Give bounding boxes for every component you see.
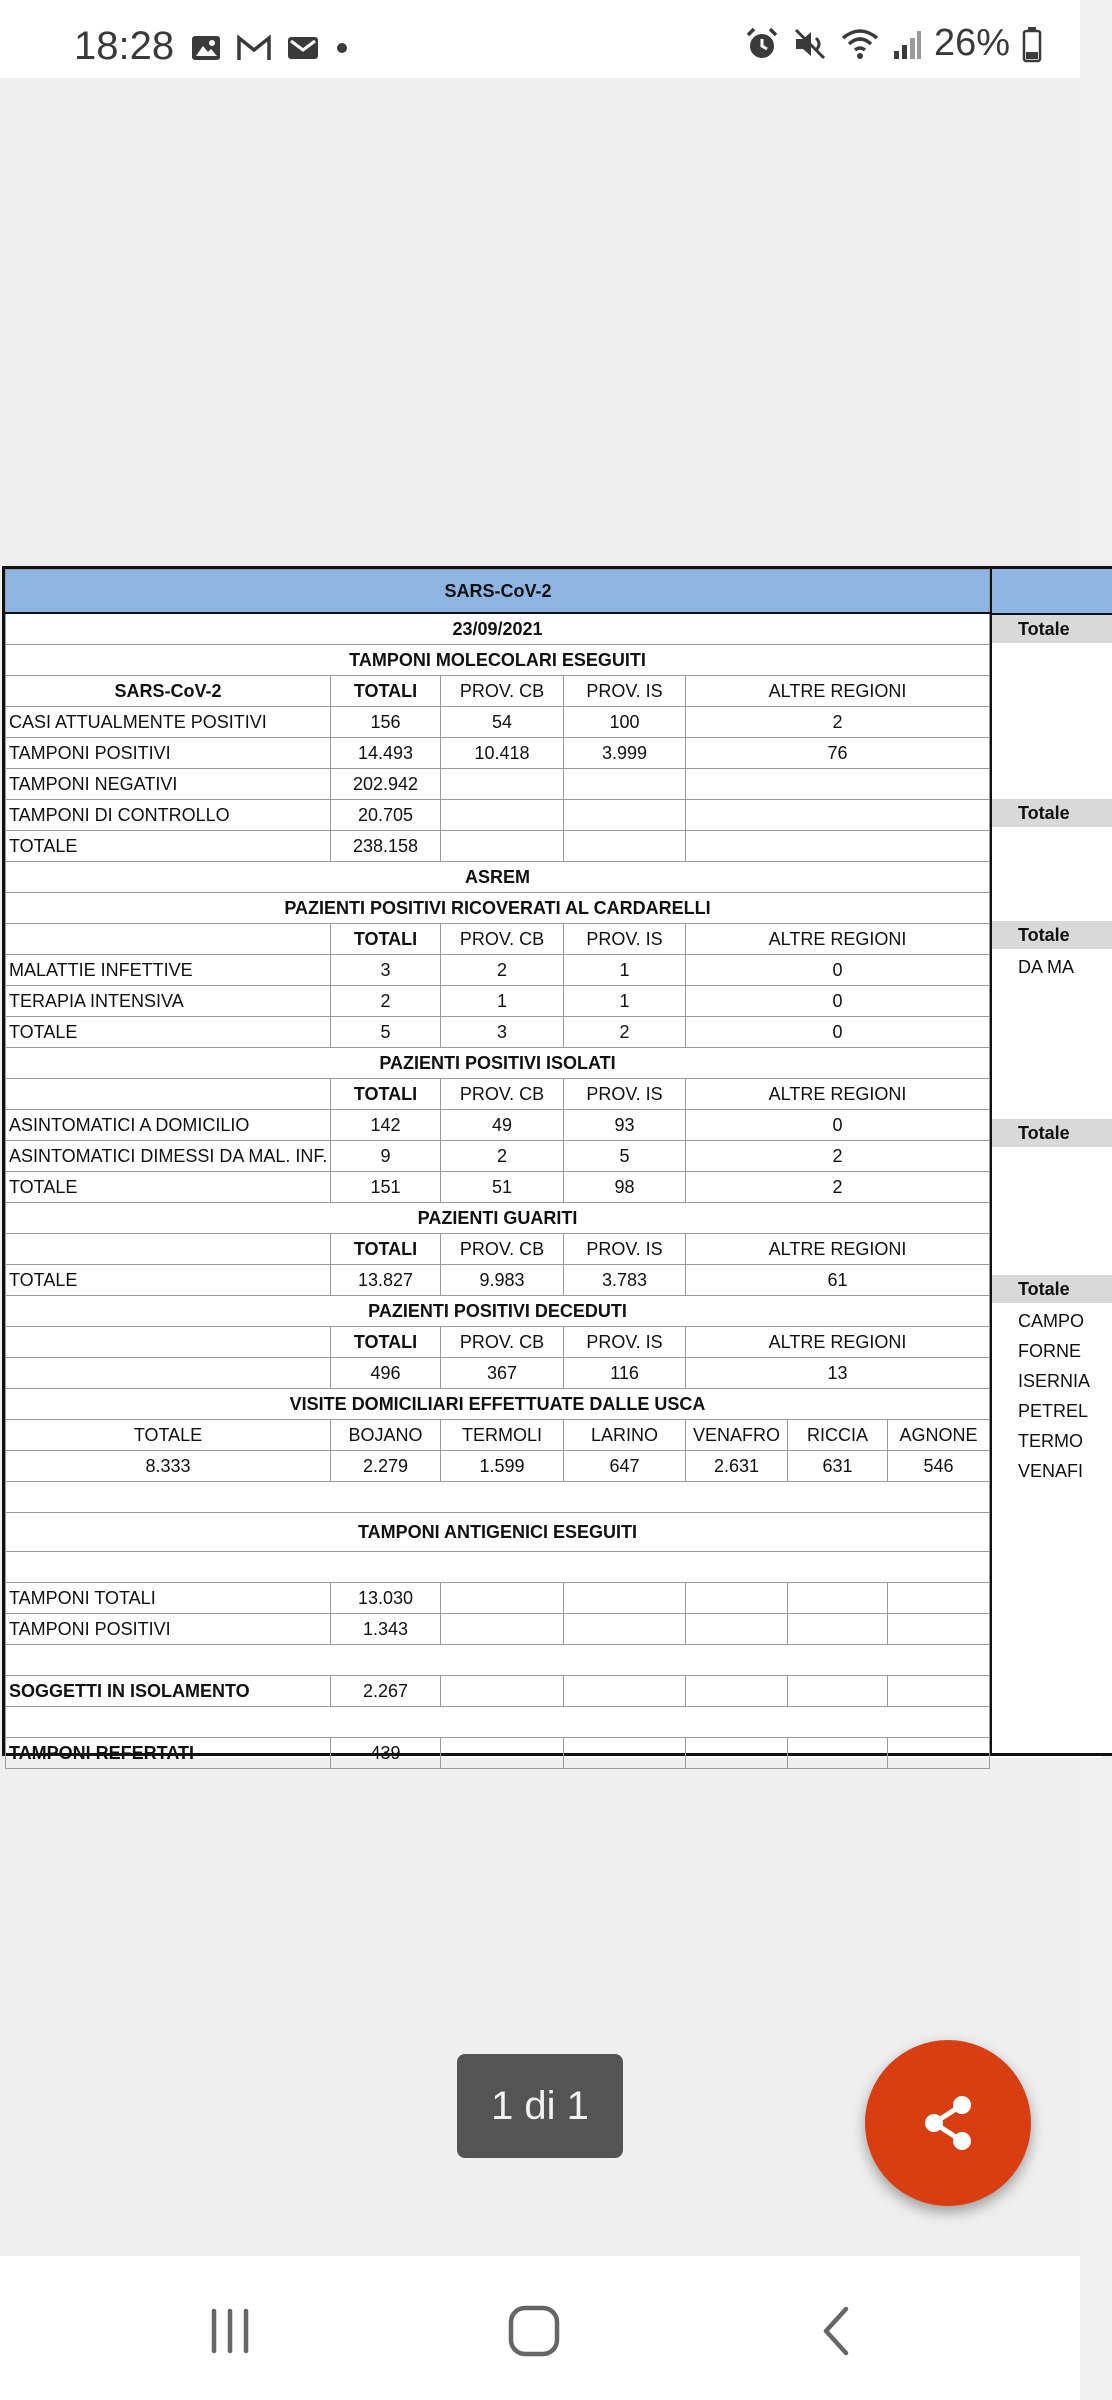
table-row <box>6 1614 990 1645</box>
table-row <box>6 800 990 831</box>
table-row <box>6 924 990 955</box>
cell-value: 13.827 <box>331 1265 441 1296</box>
column-header: AGNONE <box>888 1420 990 1451</box>
cell-value <box>686 800 990 831</box>
cell-value: 76 <box>686 738 990 769</box>
cell-value: 1 <box>564 955 686 986</box>
column-header: PROV. IS <box>564 676 686 707</box>
row-label: CASI ATTUALMENTE POSITIVI <box>6 707 331 738</box>
right-column-item: Totale <box>992 1275 1112 1303</box>
cell-value: 2 <box>441 955 564 986</box>
row-label: TAMPONI TOTALI <box>6 1583 331 1614</box>
table-row <box>6 613 990 645</box>
right-column-item: ISERNIA <box>1018 1371 1091 1391</box>
cell-value: 631 <box>788 1451 888 1482</box>
right-column-item: Totale <box>992 615 1112 643</box>
cell-value: 1.599 <box>441 1451 564 1482</box>
cell-value: 9 <box>331 1141 441 1172</box>
table-row <box>6 1141 990 1172</box>
notification-icons <box>190 34 350 62</box>
column-header: ALTRE REGIONI <box>686 1327 990 1358</box>
column-header: PROV. IS <box>564 924 686 955</box>
alarm-icon <box>744 26 780 62</box>
cell-value: 0 <box>686 955 990 986</box>
cell-value: 1 <box>441 986 564 1017</box>
cell-value: 49 <box>441 1110 564 1141</box>
battery-icon <box>1022 26 1042 62</box>
column-header: PROV. IS <box>564 1079 686 1110</box>
column-header: PROV. CB <box>441 676 564 707</box>
row-label: ASINTOMATICI DIMESSI DA MAL. INF. <box>6 1141 331 1172</box>
row-label: TAMPONI POSITIVI <box>6 1614 331 1645</box>
cell-value: 0 <box>686 1110 990 1141</box>
table-row <box>6 1513 990 1552</box>
column-header: ALTRE REGIONI <box>686 676 990 707</box>
document-page[interactable] <box>2 566 1102 1763</box>
table-row <box>6 1482 990 1513</box>
signal-icon <box>892 27 922 61</box>
column-header: PROV. CB <box>441 1234 564 1265</box>
column-header: SARS-CoV-2 <box>6 676 331 707</box>
cell-value: 5 <box>564 1141 686 1172</box>
column-header: RICCIA <box>788 1420 888 1451</box>
table-row <box>6 645 990 676</box>
cell-value: 2 <box>441 1141 564 1172</box>
cell-value <box>564 769 686 800</box>
home-button[interactable] <box>494 2296 574 2366</box>
cell-value: 1.343 <box>331 1614 441 1645</box>
column-header: TOTALI <box>331 1234 441 1265</box>
table-header-row <box>6 570 990 614</box>
table-row <box>6 1389 990 1420</box>
cell-value: 1 <box>564 986 686 1017</box>
cell-value <box>564 800 686 831</box>
column-header: BOJANO <box>331 1420 441 1451</box>
cell-value <box>564 831 686 862</box>
table-row <box>6 862 990 893</box>
row-label: TAMPONI NEGATIVI <box>6 769 331 800</box>
section-title: VISITE DOMICILIARI EFFETTUATE DALLE USCA <box>6 1389 990 1420</box>
column-header: TERMOLI <box>441 1420 564 1451</box>
table-row <box>6 1451 990 1482</box>
cut-off-right-column <box>992 566 1112 1756</box>
mail-icon <box>286 34 320 62</box>
row-label: TOTALE <box>6 1265 331 1296</box>
row-label: TAMPONI POSITIVI <box>6 738 331 769</box>
row-label: TERAPIA INTENSIVA <box>6 986 331 1017</box>
cell-value <box>441 831 564 862</box>
cell-value: 2 <box>686 707 990 738</box>
recent-apps-button[interactable] <box>190 2296 270 2366</box>
system-status-icons <box>744 22 1042 65</box>
cell-value: 202.942 <box>331 769 441 800</box>
cell-value: 2.279 <box>331 1451 441 1482</box>
cell-value: 496 <box>331 1358 441 1389</box>
column-header: TOTALI <box>331 1079 441 1110</box>
row-label: SOGGETTI IN ISOLAMENTO <box>6 1676 331 1707</box>
cell-value: 98 <box>564 1172 686 1203</box>
page-indicator: 1 di 1 <box>457 2054 623 2158</box>
table-row <box>6 1048 990 1079</box>
table-row <box>6 1676 990 1707</box>
right-column-item: PETREL <box>1018 1401 1089 1421</box>
column-header: PROV. CB <box>441 1327 564 1358</box>
navigation-bar <box>0 2256 1080 2400</box>
right-column-item: CAMPO <box>1018 1311 1085 1331</box>
column-header: LARINO <box>564 1420 686 1451</box>
cell-value: 2 <box>686 1172 990 1203</box>
cell-value: 93 <box>564 1110 686 1141</box>
table-row <box>6 1265 990 1296</box>
status-time: 18:28 <box>74 24 175 68</box>
right-column-item: Totale <box>992 921 1112 949</box>
document-table-frame <box>2 566 992 1763</box>
section-title: PAZIENTI POSITIVI ISOLATI <box>6 1048 990 1079</box>
table-row <box>6 1327 990 1358</box>
cell-value: 647 <box>564 1451 686 1482</box>
cell-value: 14.493 <box>331 738 441 769</box>
cell-value: 3.783 <box>564 1265 686 1296</box>
cell-value: 0 <box>686 1017 990 1048</box>
section-title: PAZIENTI POSITIVI DECEDUTI <box>6 1296 990 1327</box>
dot-icon <box>334 34 350 62</box>
row-label: MALATTIE INFETTIVE <box>6 955 331 986</box>
share-icon <box>916 2091 980 2155</box>
table-row <box>6 1707 990 1738</box>
cell-value: 2.267 <box>331 1676 441 1707</box>
section-title: ASREM <box>6 862 990 893</box>
column-header: TOTALI <box>331 676 441 707</box>
cell-value: 116 <box>564 1358 686 1389</box>
cell-value: 3.999 <box>564 738 686 769</box>
cell-value: 5 <box>331 1017 441 1048</box>
cell-value: 238.158 <box>331 831 441 862</box>
cell-value: 100 <box>564 707 686 738</box>
column-header: ALTRE REGIONI <box>686 1234 990 1265</box>
table-row <box>6 955 990 986</box>
section-title: PAZIENTI GUARITI <box>6 1203 990 1234</box>
right-column-header <box>992 569 1112 615</box>
cell-value: 20.705 <box>331 800 441 831</box>
cell-value: 51 <box>441 1172 564 1203</box>
column-header: PROV. IS <box>564 1327 686 1358</box>
report-title: SARS-CoV-2 <box>444 580 552 601</box>
mute-icon <box>792 26 828 62</box>
back-icon <box>814 2303 858 2359</box>
cell-value <box>441 769 564 800</box>
row-label: ASINTOMATICI A DOMICILIO <box>6 1110 331 1141</box>
section-title: TAMPONI MOLECOLARI ESEGUITI <box>6 645 990 676</box>
right-column-item: TERMO <box>1018 1431 1083 1451</box>
cell-value: 3 <box>331 955 441 986</box>
table-row <box>6 1234 990 1265</box>
cell-value: 9.983 <box>441 1265 564 1296</box>
status-bar <box>0 0 1080 78</box>
table-row <box>6 1172 990 1203</box>
right-column-item: VENAFI <box>1018 1461 1084 1481</box>
table-row <box>6 707 990 738</box>
cell-value: 2.631 <box>686 1451 788 1482</box>
cell-value: 151 <box>331 1172 441 1203</box>
row-label: TAMPONI REFERTATI <box>6 1738 331 1769</box>
table-row <box>6 1583 990 1614</box>
report-date: 23/09/2021 <box>6 613 990 645</box>
right-column-item: FORNE <box>1018 1341 1081 1361</box>
wifi-icon <box>840 27 880 61</box>
document-viewer[interactable] <box>0 78 1091 2256</box>
table-row <box>6 1645 990 1676</box>
table-row <box>6 1296 990 1327</box>
column-header: ALTRE REGIONI <box>686 1079 990 1110</box>
cell-value: 13 <box>686 1358 990 1389</box>
cell-value: 439 <box>331 1738 441 1769</box>
row-label: TOTALE <box>6 1172 331 1203</box>
column-header: PROV. IS <box>564 1234 686 1265</box>
cell-value <box>686 769 990 800</box>
cell-value: 2 <box>331 986 441 1017</box>
back-button[interactable] <box>796 2296 876 2366</box>
cell-value <box>686 831 990 862</box>
table-row <box>6 1358 990 1389</box>
table-row <box>6 893 990 924</box>
gmail-icon <box>236 34 272 62</box>
table-row <box>6 1738 990 1769</box>
column-header: TOTALI <box>331 924 441 955</box>
row-label: TOTALE <box>6 831 331 862</box>
cell-value: 546 <box>888 1451 990 1482</box>
home-icon <box>506 2303 562 2359</box>
share-button[interactable] <box>865 2040 1031 2206</box>
cell-value: 13.030 <box>331 1583 441 1614</box>
table-row <box>6 1079 990 1110</box>
cell-value: 10.418 <box>441 738 564 769</box>
right-column-item: Totale <box>992 1119 1112 1147</box>
recent-apps-icon <box>205 2306 255 2356</box>
table-row <box>6 986 990 1017</box>
battery-percent: 26% <box>933 22 1010 64</box>
table-row <box>6 676 990 707</box>
gallery-icon <box>190 34 222 62</box>
table-row <box>6 1110 990 1141</box>
section-title: PAZIENTI POSITIVI RICOVERATI AL CARDARELLI <box>6 893 990 924</box>
cell-value: 3 <box>441 1017 564 1048</box>
covid-report-table <box>5 569 990 1769</box>
column-header: TOTALE <box>6 1420 331 1451</box>
cell-value <box>441 800 564 831</box>
table-row <box>6 1420 990 1451</box>
table-row <box>6 1017 990 1048</box>
cell-value: 0 <box>686 986 990 1017</box>
table-row <box>6 831 990 862</box>
cell-value: 8.333 <box>6 1451 331 1482</box>
column-header: TOTALI <box>331 1327 441 1358</box>
table-row <box>6 1552 990 1583</box>
cell-value: 367 <box>441 1358 564 1389</box>
cell-value: 2 <box>686 1141 990 1172</box>
column-header: PROV. CB <box>441 924 564 955</box>
right-column-item: Totale <box>992 799 1112 827</box>
table-row <box>6 769 990 800</box>
column-header: ALTRE REGIONI <box>686 924 990 955</box>
cell-value: 54 <box>441 707 564 738</box>
table-row <box>6 738 990 769</box>
cell-value: 2 <box>564 1017 686 1048</box>
row-label: TOTALE <box>6 1017 331 1048</box>
right-column-item: DA MA <box>1018 957 1075 977</box>
section-title: TAMPONI ANTIGENICI ESEGUITI <box>6 1513 990 1552</box>
cell-value: 156 <box>331 707 441 738</box>
cell-value: 142 <box>331 1110 441 1141</box>
cell-value: 61 <box>686 1265 990 1296</box>
row-label: TAMPONI DI CONTROLLO <box>6 800 331 831</box>
column-header: VENAFRO <box>686 1420 788 1451</box>
column-header: PROV. CB <box>441 1079 564 1110</box>
table-row <box>6 1203 990 1234</box>
